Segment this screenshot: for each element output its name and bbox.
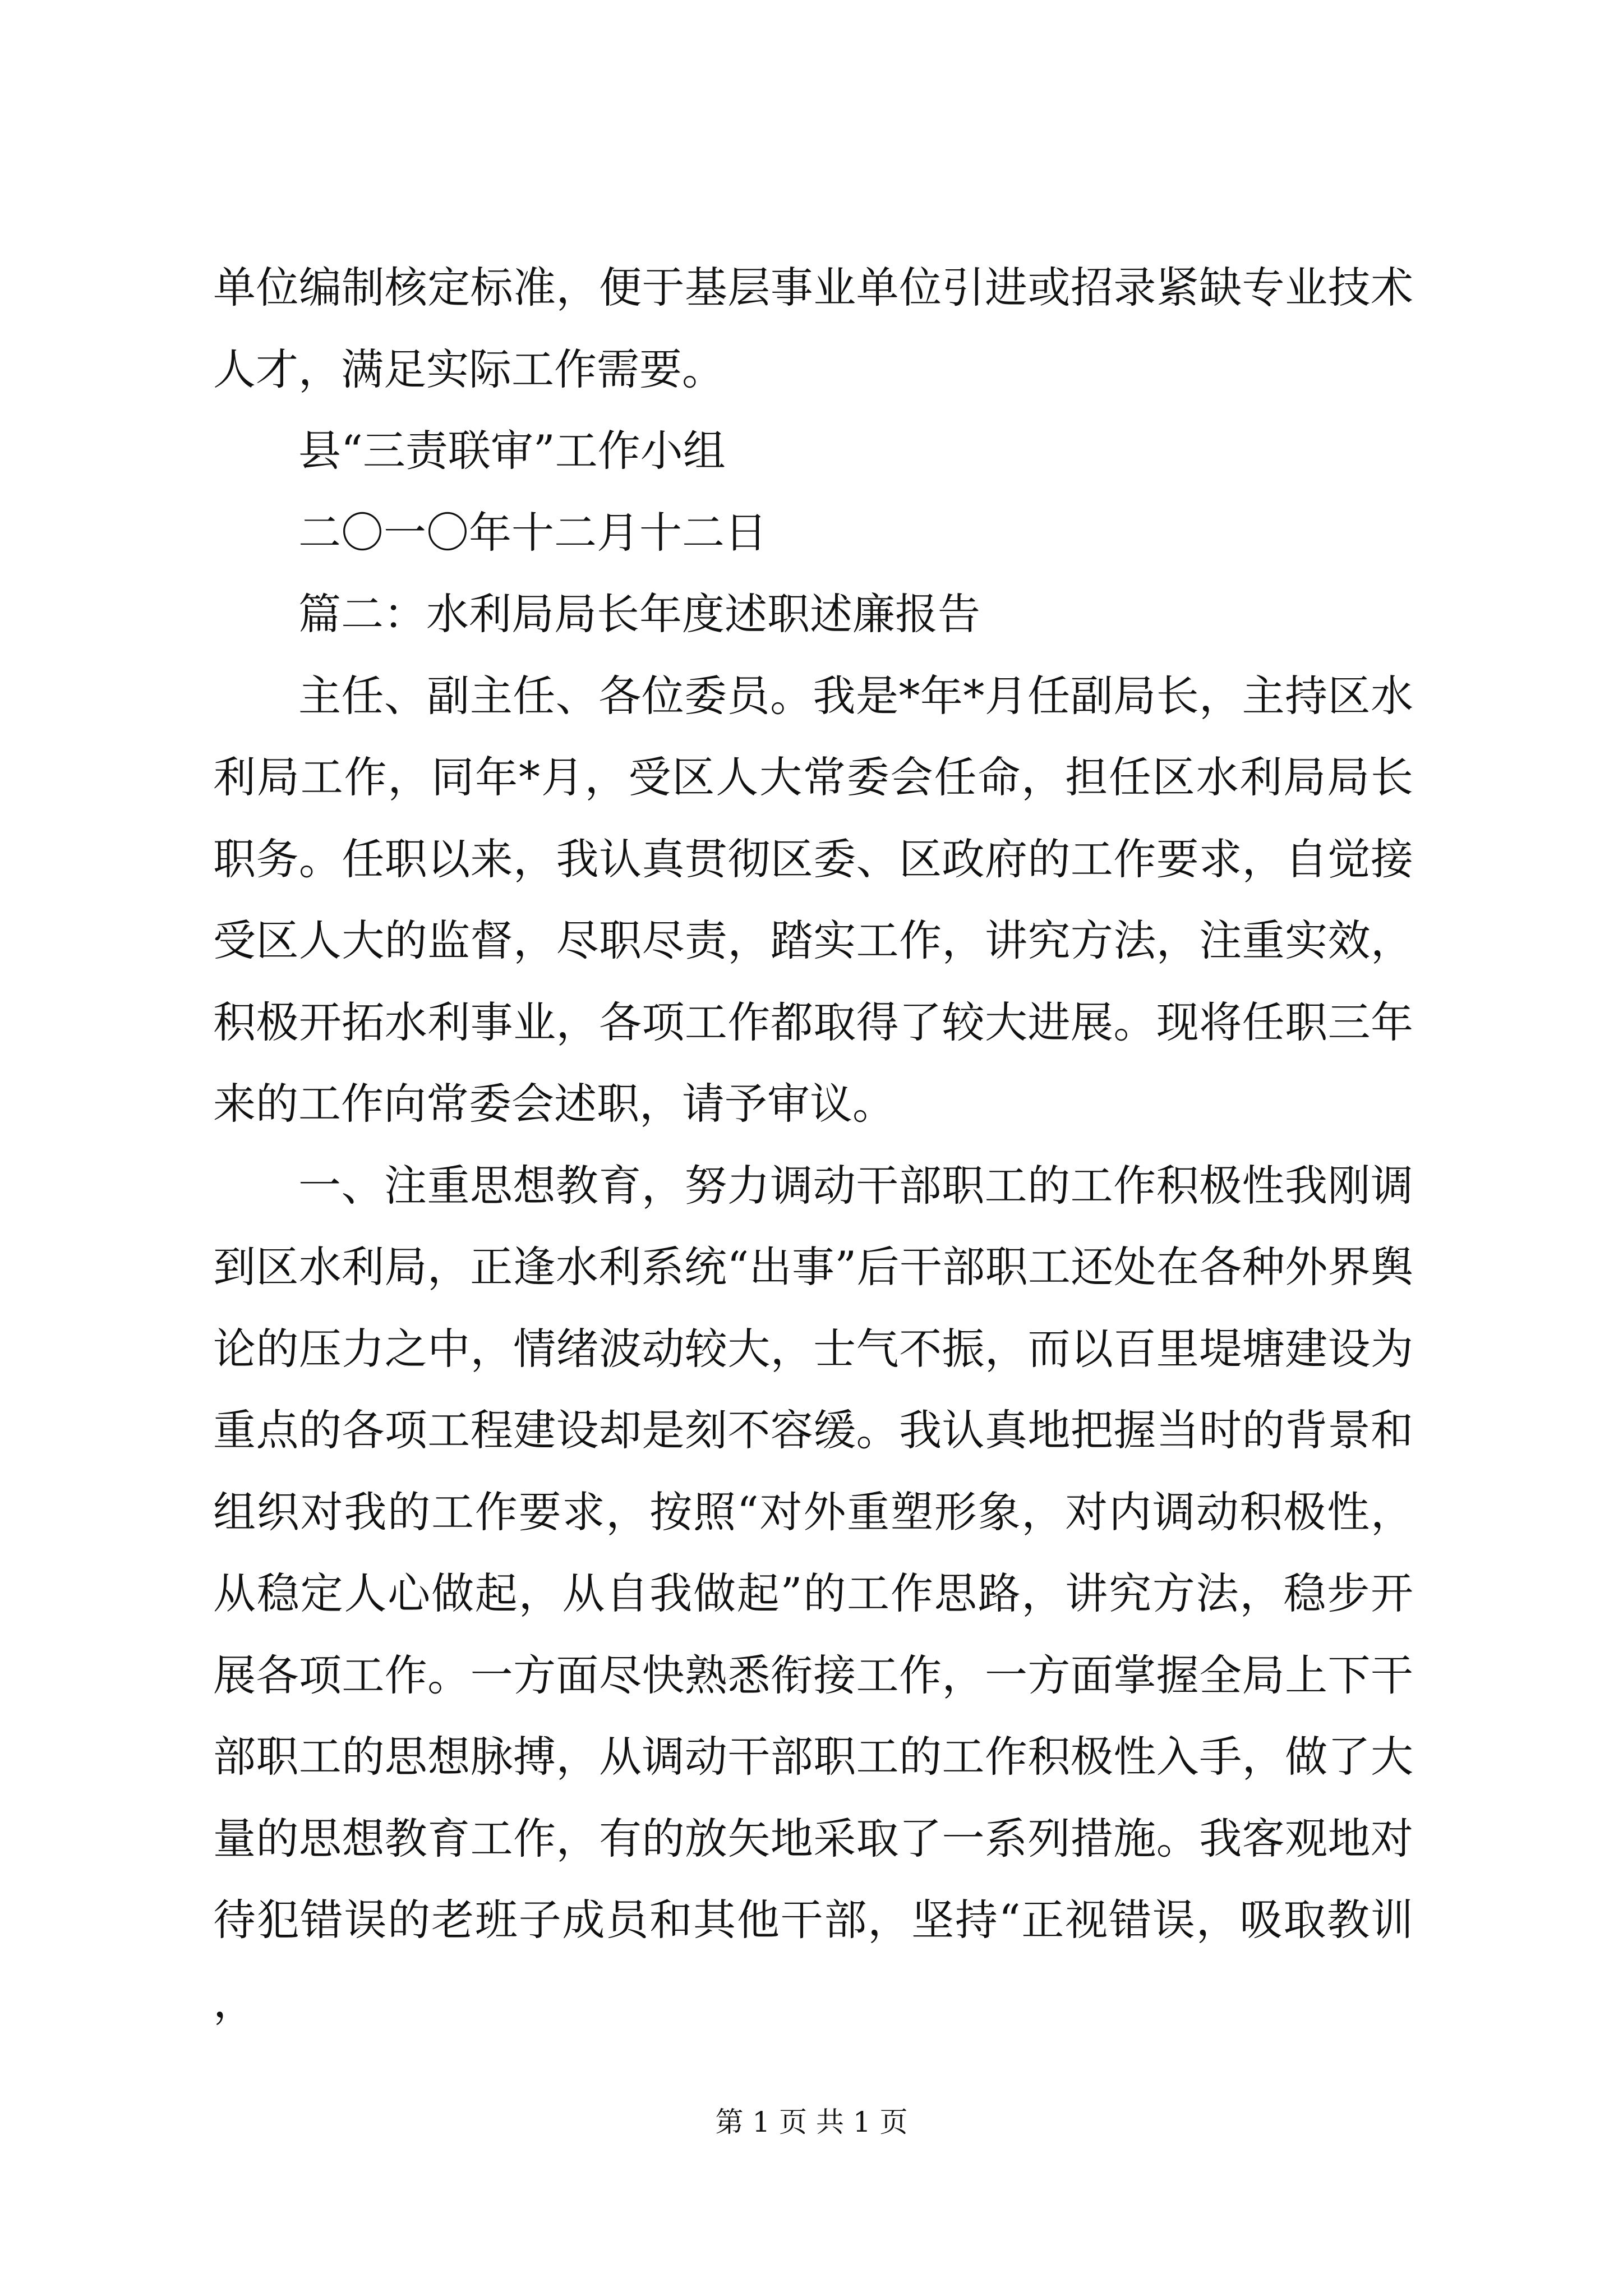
- document-body: [213, 247, 1413, 2042]
- page-number-footer: 第 1 页 共 1 页: [715, 2106, 908, 2138]
- signature-organization: 县“三责联审”工作小组: [298, 426, 726, 476]
- section-title: 篇二：水利局局长年度述职述廉报告: [298, 589, 980, 639]
- paragraph-intro: 主任、副主任、各位委员。我是*年*月任副局长，主持区水利局工作，同年*月，受区人大常委会任命，担任区水利局局长职务。任职以来，我认真贯彻区委、区政府的工作要求，自觉接受区人大的监督，尽职尽责，踏实工作，讲究方法，注重实效，积极开拓水利事业，各项工作都取得了较大进展。现将任职三年来的工作向常委会述职，请予审议。: [213, 670, 1413, 1129]
- signature-date: 二〇一〇年十二月十二日: [298, 507, 767, 558]
- paragraph-section-one: 一、注重思想教育，努力调动干部职工的工作积极性我刚调到区水利局，正逢水利系统“出事”后干部职工还处在各种外界舆论的压力之中，情绪波动较大，士气不振，而以百里堤塘建设为重点的各项工程建设却是刻不容缓。我认真地把握当时的背景和组织对我的工作要求，按照“对外重塑形象，对内调动积极性，从稳定人心做起，从自我做起”的工作思路，讲究方法，稳步开展各项工作。一方面尽快熟悉衔接工作，一方面掌握全局上下干部职工的思想脉搏，从调动干部职工的工作积极性入手，做了大量的思想教育工作，有的放矢地采取了一系列措施。我客观地对待犯错误的老班子成员和其他干部，坚持“正视错误，吸取教训，: [213, 1160, 1413, 2027]
- paragraph-continuation: 单位编制核定标准，便于基层事业单位引进或招录紧缺专业技术人才，满足实际工作需要。: [213, 263, 1413, 394]
